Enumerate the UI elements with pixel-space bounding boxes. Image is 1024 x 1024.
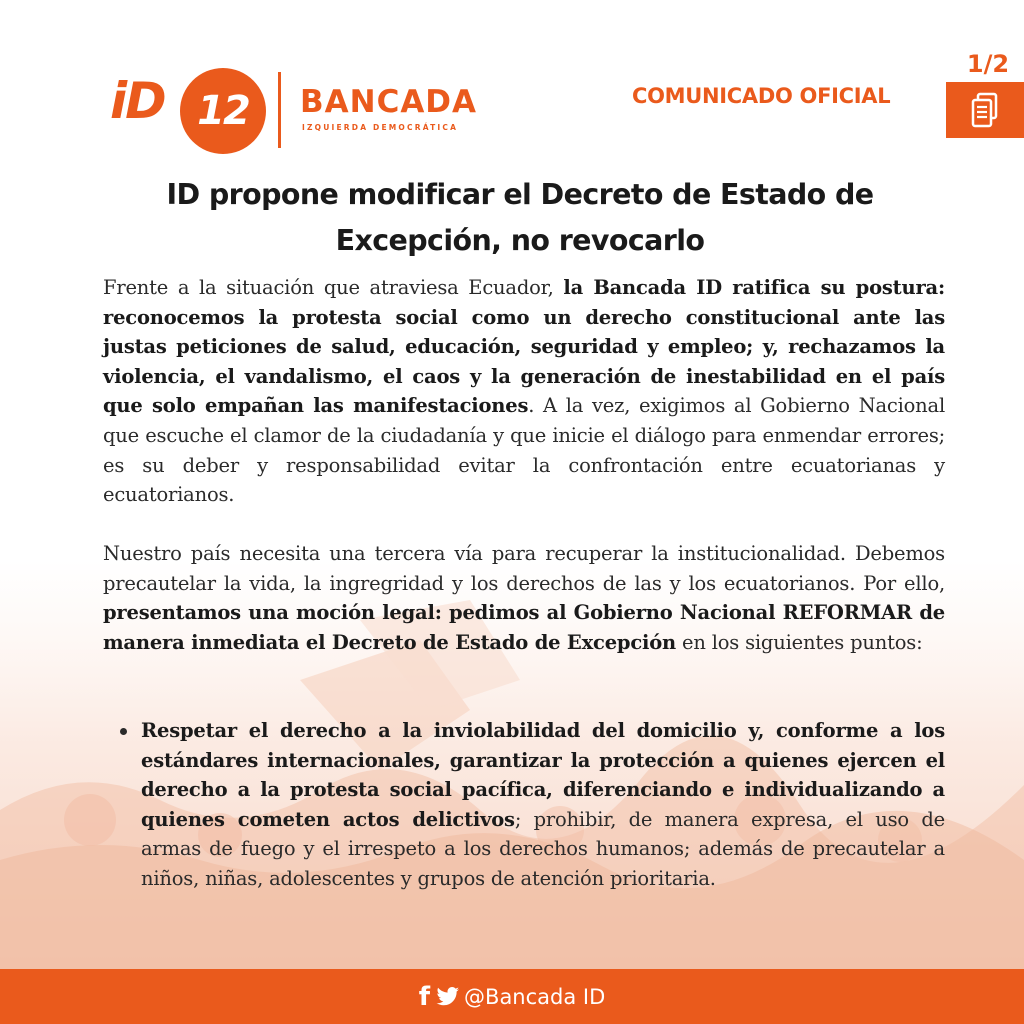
list-item: Respetar el derecho a la inviolabilidad del domicilio y, conforme a los estándares internacionales, garantizar la protección a quienes ejercen el derecho a la protesta social pacífica, diferenciando e individualizando a quienes cometen actos delictivos; prohibir, de manera expresa, el uso de armas de fuego y el irrespeto a los derechos humanos; además de precautelar a niños, niñas, adolescentes y grupos de atención prioritaria. <box>141 716 945 894</box>
twitter-icon[interactable] <box>436 987 460 1007</box>
logo-number-circle: 12 <box>180 68 266 154</box>
paragraph-2: Nuestro país necesita una tercera vía para recuperar la institucionalidad. Debemos precautelar la vida, la ingregridad y los derechos de las y los ecuatorianos. Por ello, presentamos una moción legal: pedimos al Gobierno Nacional REFORMAR de manera inmediata el Decreto de Estado de Excepción en los siguientes puntos: <box>103 542 945 654</box>
bullet-dot <box>120 728 127 735</box>
bancada-id-logo <box>110 66 478 156</box>
comunicado-label: COMUNICADO OFICIAL <box>632 84 891 108</box>
document-icon <box>970 92 1000 128</box>
bullet-list <box>141 716 945 894</box>
logo-divider <box>278 72 281 148</box>
document-badge <box>946 82 1024 138</box>
document-title: ID propone modificar el Decreto de Estado de Excepción, no revocarlo <box>166 178 874 257</box>
page-number: 1/2 <box>966 50 1010 78</box>
facebook-icon[interactable]: f <box>418 981 431 1012</box>
logo-id-text: iD <box>110 72 165 130</box>
paragraph-1: Frente a la situación que atraviesa Ecuador, la Bancada ID ratifica su postura: reconocemos la protesta social como un derecho constitucional ante las justas peticiones de salud, educación, seguridad y empleo; y, rechazamos la violencia, el vandalismo, el caos y la generación de inestabilidad en el país que solo empañan las manifestaciones. A la vez, exigimos al Gobierno Nacional que escuche el clamor de la ciudadanía y que inicie el diálogo para enmendar errores; es su deber y responsabilidad evitar la confrontación entre ecuatorianas y ecuatorianos. <box>103 276 945 507</box>
footer-bar <box>0 969 1024 1024</box>
social-handle[interactable]: @Bancada ID <box>464 984 606 1009</box>
logo-subtitle: IZQUIERDA DEMOCRÁTICA <box>302 123 459 132</box>
logo-name: BANCADA <box>300 84 478 120</box>
